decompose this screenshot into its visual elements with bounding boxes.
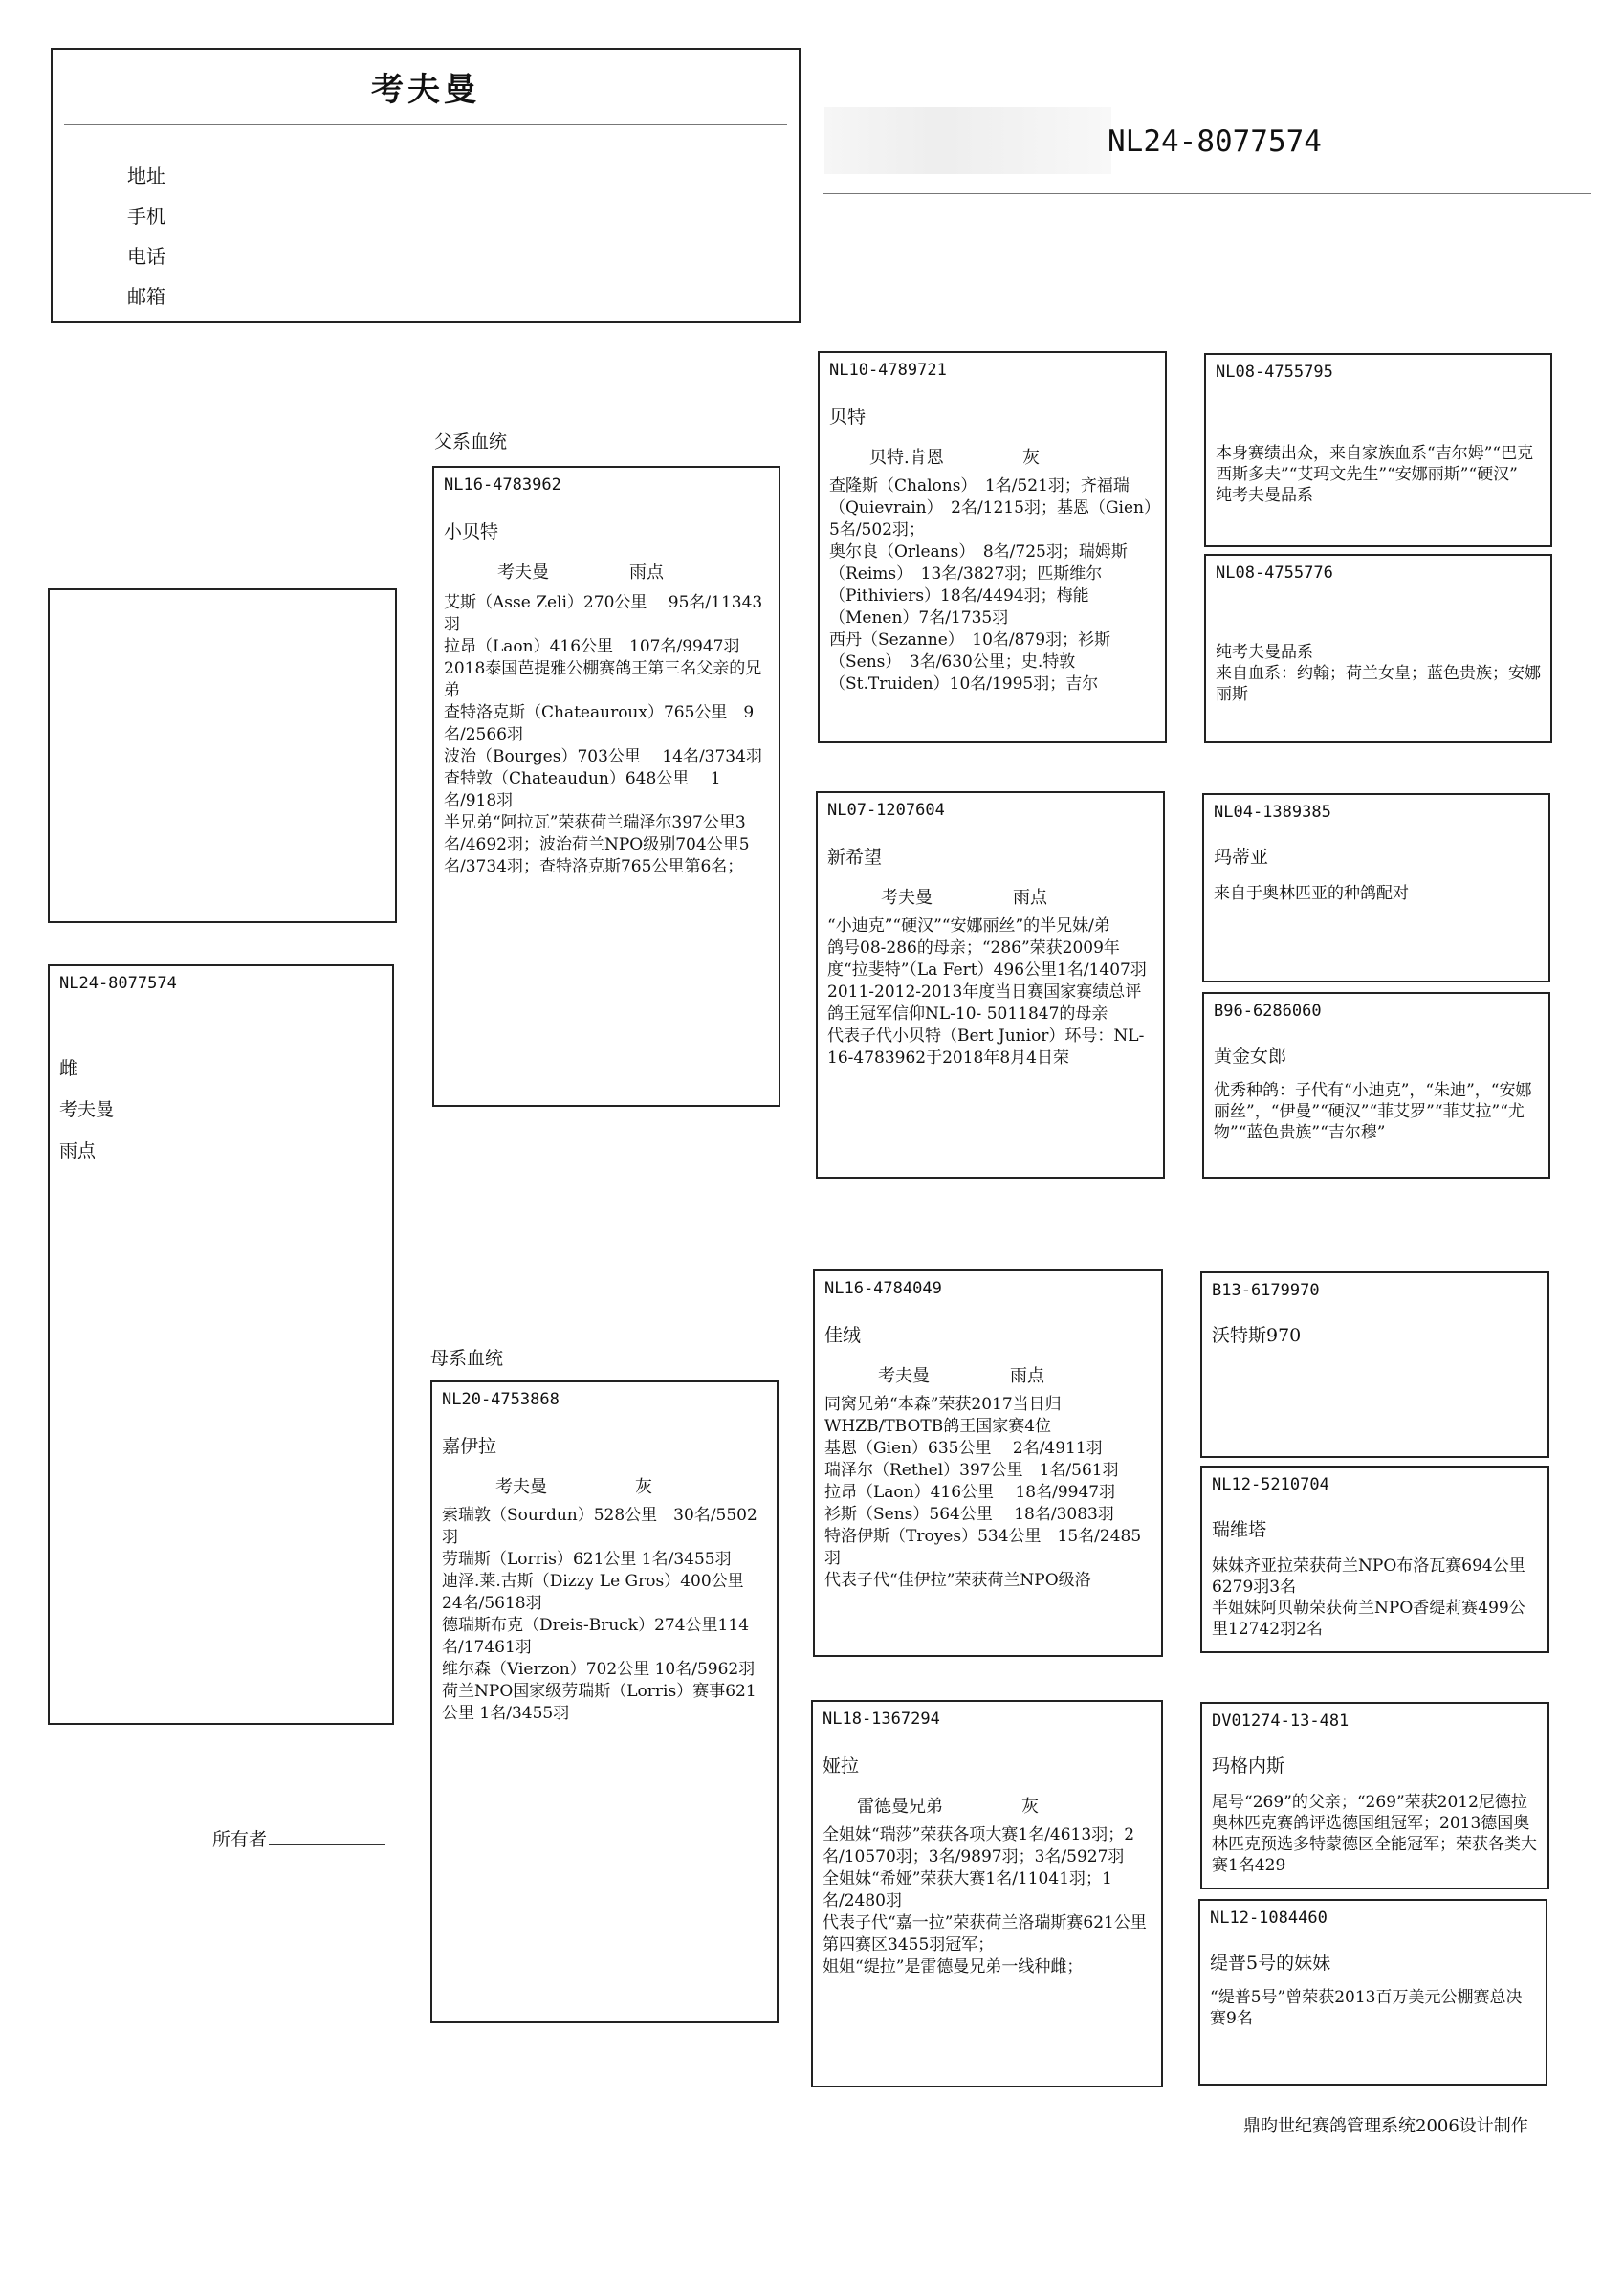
sdd-notes: 优秀种鸽：子代有“小迪克”，“朱迪”，“安娜丽丝”，“伊曼”“硬汉”“菲艾罗”“菲艾拉”“尤物”“蓝色贵族”“吉尔穆” (1214, 1081, 1532, 1142)
ds-card (813, 1269, 1163, 1657)
dds-notes: 尾号“269”的父亲；“269”荣获2012尼德拉奥林匹克赛鸽评选德国组冠军；2013德国奥林匹克预选多特蒙德区全能冠军；荣获各类大赛1名429 (1212, 1793, 1537, 1875)
dam-notes: 索瑞敦（Sourdun）528公里 30名/5502羽 劳瑞斯（Lorris）621公里 1名/3455羽 迪泽.莱.古斯（Dizzy Le Gros）400公里 24名/5618羽 德瑞斯布克（Dreis-Bruck）274公里114名/17461羽 维尔森（Vierzon）702公里 10名/5962羽 荷兰NPO国家级劳瑞斯（Lorris）赛事621公里 1名/3455羽 (442, 1506, 757, 1723)
dd-name: 娅拉 (823, 1755, 860, 1777)
sd-name: 新希望 (827, 847, 883, 868)
ss-notes: 查隆斯（Chalons） 1名/521羽；齐福瑞（Quievrain） 2名/1215羽；基恩（Gien）5名/502羽； 奥尔良（Orleans） 8名/725羽；瑞姆斯（Reims） 13名/3827羽；匹斯维尔（Pithiviers）18名/4494羽；梅能（Menen）7名/1735羽 西丹（Sezanne） 10名/879羽；衫斯（Sens） 3名/630公里；史.特敦（St.Truiden）10名/1995羽；吉尔 (829, 476, 1152, 694)
bird-ring: NL24-8077574 (59, 974, 177, 993)
ssd-ring: NL08-4755776 (1216, 563, 1333, 583)
ds-name: 佳绒 (824, 1325, 862, 1346)
bird-card (48, 964, 394, 1725)
dd-ring: NL18-1367294 (823, 1710, 940, 1729)
sss-card (1204, 353, 1552, 547)
dd-notes: 全姐妹“瑞莎”荣获各项大赛1名/4613羽；2名/10570羽；3名/9897羽；3名/5927羽 全姐妹“希娅”荣获大赛1名/11041羽；1名/2480羽 代表子代“嘉一拉”荣获荷兰洛瑞斯赛621公里第四赛区3455羽冠军； 姐姐“缇拉”是雷德曼兄弟一线种雌； (823, 1825, 1147, 1976)
sd-ring: NL07-1207604 (827, 801, 945, 820)
ss-strain: 贝特.肯恩 (869, 448, 944, 468)
ddd-notes: “缇普5号”曾荣获2013百万美元公棚赛总决赛9名 (1210, 1988, 1523, 2028)
ss-ring: NL10-4789721 (829, 361, 947, 380)
bird-color: 雨点 (59, 1140, 97, 1161)
sss-ring: NL08-4755795 (1216, 363, 1333, 382)
dds-name: 玛格内斯 (1212, 1755, 1285, 1777)
dds-ring: DV01274-13-481 (1212, 1711, 1350, 1731)
field-address: 地址 (127, 165, 165, 188)
ss-color: 灰 (1022, 448, 1040, 468)
owner-divider (64, 124, 787, 125)
sds-card (1202, 793, 1550, 982)
scan-shading (824, 107, 1111, 174)
dss-card (1200, 1271, 1549, 1458)
sds-notes: 来自于奥林匹亚的种鸽配对 (1214, 884, 1409, 903)
sire-name: 小贝特 (444, 521, 499, 542)
ds-ring: NL16-4784049 (824, 1279, 942, 1298)
dss-name: 沃特斯970 (1212, 1325, 1302, 1346)
ds-strain: 考夫曼 (878, 1366, 930, 1386)
dsd-name: 瑞维塔 (1212, 1519, 1267, 1540)
ds-color: 雨点 (1010, 1366, 1044, 1386)
sire-line-label: 父系血统 (434, 431, 508, 453)
dd-color: 灰 (1021, 1797, 1039, 1817)
field-mobile: 手机 (127, 205, 165, 228)
sire-strain: 考夫曼 (497, 563, 549, 583)
owner-card (51, 48, 801, 323)
dd-card (811, 1700, 1163, 2087)
field-phone: 电话 (127, 245, 165, 268)
ssd-notes: 纯考夫曼品系 来自血系：约翰；荷兰女皇；蓝色贵族；安娜丽斯 (1216, 643, 1541, 704)
bird-sex: 雌 (59, 1058, 78, 1079)
sdd-ring: B96-6286060 (1214, 1002, 1322, 1021)
sd-color: 雨点 (1013, 888, 1047, 908)
owner-label: 所有者 (212, 1829, 268, 1850)
sire-notes: 艾斯（Asse Zeli）270公里 95名/11343羽 拉昂（Laon）416公里 107名/9947羽 2018泰国芭提雅公棚赛鸽王第三名父亲的兄弟 查特洛克斯（Chateauroux）765公里 9名/2566羽 波治（Bourges）703公里 14名/3734羽 查特敦（Chateaudun）648公里 1名/918羽 半兄弟“阿拉瓦”荣获荷兰瑞泽尔397公里3名/4692羽；波治荷兰NPO级别704公里5名/3734羽；查特洛克斯765公里第6名； (444, 593, 763, 876)
dd-strain: 雷德曼兄弟 (857, 1797, 943, 1817)
sds-ring: NL04-1389385 (1214, 803, 1331, 822)
dam-card (430, 1380, 779, 2023)
ss-name: 贝特 (829, 407, 867, 428)
ddd-card (1198, 1899, 1547, 2086)
header-rule (823, 193, 1591, 194)
photo-box (48, 588, 397, 923)
sd-strain: 考夫曼 (881, 888, 933, 908)
ddd-name: 缇普5号的妹妹 (1210, 1953, 1331, 1974)
dam-ring: NL20-4753868 (442, 1390, 560, 1409)
ds-notes: 同窝兄弟“本森”荣获2017当日归WHZB/TBOTB鸽王国家赛4位 基恩（Gien）635公里 2名/4911羽 瑞泽尔（Rethel）397公里 1名/561羽 拉昂（Laon）416公里 18名/9947羽 衫斯（Sens）564公里 18名/3083羽 特洛伊斯（Troyes）534公里 15名/2485羽 代表子代“佳伊拉”荣获荷兰NPO级洛 (824, 1395, 1142, 1590)
sd-card (816, 791, 1165, 1179)
sire-ring: NL16-4783962 (444, 475, 561, 495)
dam-strain: 考夫曼 (495, 1477, 547, 1497)
sire-card (432, 466, 780, 1107)
field-email: 邮箱 (127, 285, 165, 308)
sss-notes: 本身赛绩出众，来自家族血系“吉尔姆”“巴克西斯多夫”“艾玛文先生”“安娜丽斯”“硬汉” 纯考夫曼品系 (1216, 444, 1534, 505)
bird-strain: 考夫曼 (59, 1099, 115, 1120)
dam-line-label: 母系血统 (430, 1348, 504, 1369)
owner-signature (212, 1825, 385, 1851)
ddd-ring: NL12-1084460 (1210, 1909, 1328, 1928)
dds-card (1200, 1702, 1549, 1889)
sds-name: 玛蒂亚 (1214, 847, 1269, 868)
dam-name: 嘉伊拉 (442, 1436, 497, 1457)
ring-number: NL24-8077574 (1108, 124, 1322, 159)
footer-credit: 鼎昀世纪赛鸽管理系统2006设计制作 (1243, 2116, 1528, 2136)
dsd-card (1200, 1466, 1549, 1653)
dss-ring: B13-6179970 (1212, 1281, 1320, 1300)
ssd-card (1204, 554, 1552, 743)
sdd-name: 黄金女郎 (1214, 1046, 1287, 1067)
sdd-card (1202, 992, 1550, 1179)
dam-color: 灰 (635, 1477, 652, 1497)
dsd-ring: NL12-5210704 (1212, 1475, 1329, 1494)
sire-color: 雨点 (629, 563, 664, 583)
ss-card (818, 351, 1167, 743)
owner-name: 考夫曼 (371, 71, 480, 109)
dsd-notes: 妹妹齐亚拉荣获荷兰NPO布洛瓦赛694公里6279羽3名 半姐妹阿贝勒荣获荷兰NPO香缇莉赛499公里12742羽2名 (1212, 1556, 1525, 1639)
sd-notes: “小迪克”“硬汉”“安娜丽丝”的半兄妹/弟 鸽号08-286的母亲；“286”荣获2009年度“拉斐特”（La Fert）496公里1名/1407羽 2011-2012-2013年度当日赛国家赛绩总评鸽王冠军信仰NL-10- 5011847的母亲 代表子代小贝特（Bert Junior）环号：NL-16-4783962于2018年8月4日荣 (827, 916, 1147, 1068)
